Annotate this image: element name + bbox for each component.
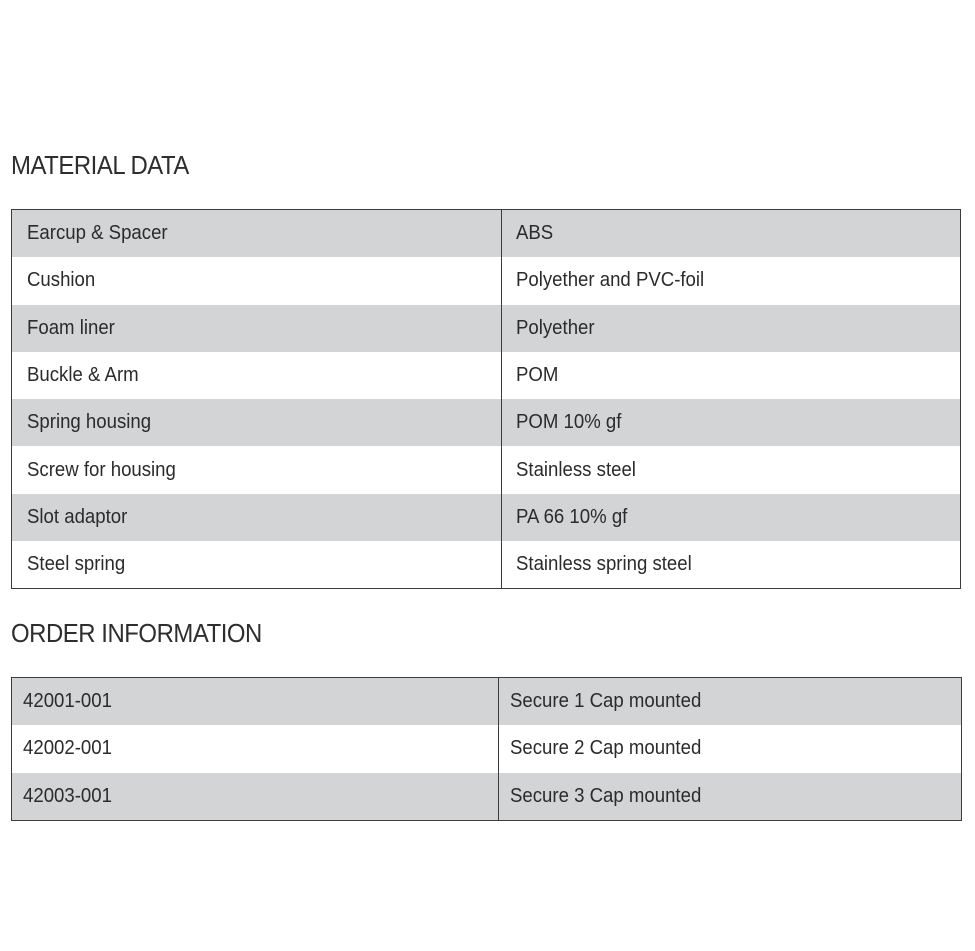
table-row bbox=[12, 773, 962, 821]
part-name-cell: Buckle & Arm bbox=[12, 352, 502, 399]
table-row bbox=[12, 257, 961, 304]
part-name-cell: Foam liner bbox=[12, 305, 502, 352]
material-cell: PA 66 10% gf bbox=[502, 494, 961, 541]
material-cell: POM 10% gf bbox=[502, 399, 961, 446]
material-cell: Stainless spring steel bbox=[502, 541, 961, 589]
table-row bbox=[12, 352, 961, 399]
part-name-cell: Slot adaptor bbox=[12, 494, 502, 541]
table-row bbox=[12, 399, 961, 446]
table-row bbox=[12, 305, 961, 352]
part-name-cell: Spring housing bbox=[12, 399, 502, 446]
material-cell: Stainless steel bbox=[502, 446, 961, 493]
table-row bbox=[12, 725, 962, 772]
order-description-cell: Secure 3 Cap mounted bbox=[499, 773, 962, 821]
table-row bbox=[12, 541, 961, 589]
material-cell: POM bbox=[502, 352, 961, 399]
table-row bbox=[12, 210, 961, 258]
order-code-cell: 42003-001 bbox=[12, 773, 499, 821]
part-name-cell: Steel spring bbox=[12, 541, 502, 589]
material-cell: ABS bbox=[502, 210, 961, 258]
material-data-heading: MATERIAL DATA bbox=[11, 150, 189, 180]
table-row bbox=[12, 494, 961, 541]
order-description-cell: Secure 2 Cap mounted bbox=[499, 725, 962, 772]
table-row bbox=[12, 446, 961, 493]
part-name-cell: Earcup & Spacer bbox=[12, 210, 502, 258]
material-data-table bbox=[11, 209, 961, 589]
order-information-table bbox=[11, 677, 962, 821]
order-code-cell: 42002-001 bbox=[12, 725, 499, 772]
order-code-cell: 42001-001 bbox=[12, 678, 499, 726]
order-information-heading: ORDER INFORMATION bbox=[11, 618, 262, 648]
material-cell: Polyether bbox=[502, 305, 961, 352]
part-name-cell: Cushion bbox=[12, 257, 502, 304]
order-description-cell: Secure 1 Cap mounted bbox=[499, 678, 962, 726]
material-cell: Polyether and PVC-foil bbox=[502, 257, 961, 304]
table-row bbox=[12, 678, 962, 726]
part-name-cell: Screw for housing bbox=[12, 446, 502, 493]
